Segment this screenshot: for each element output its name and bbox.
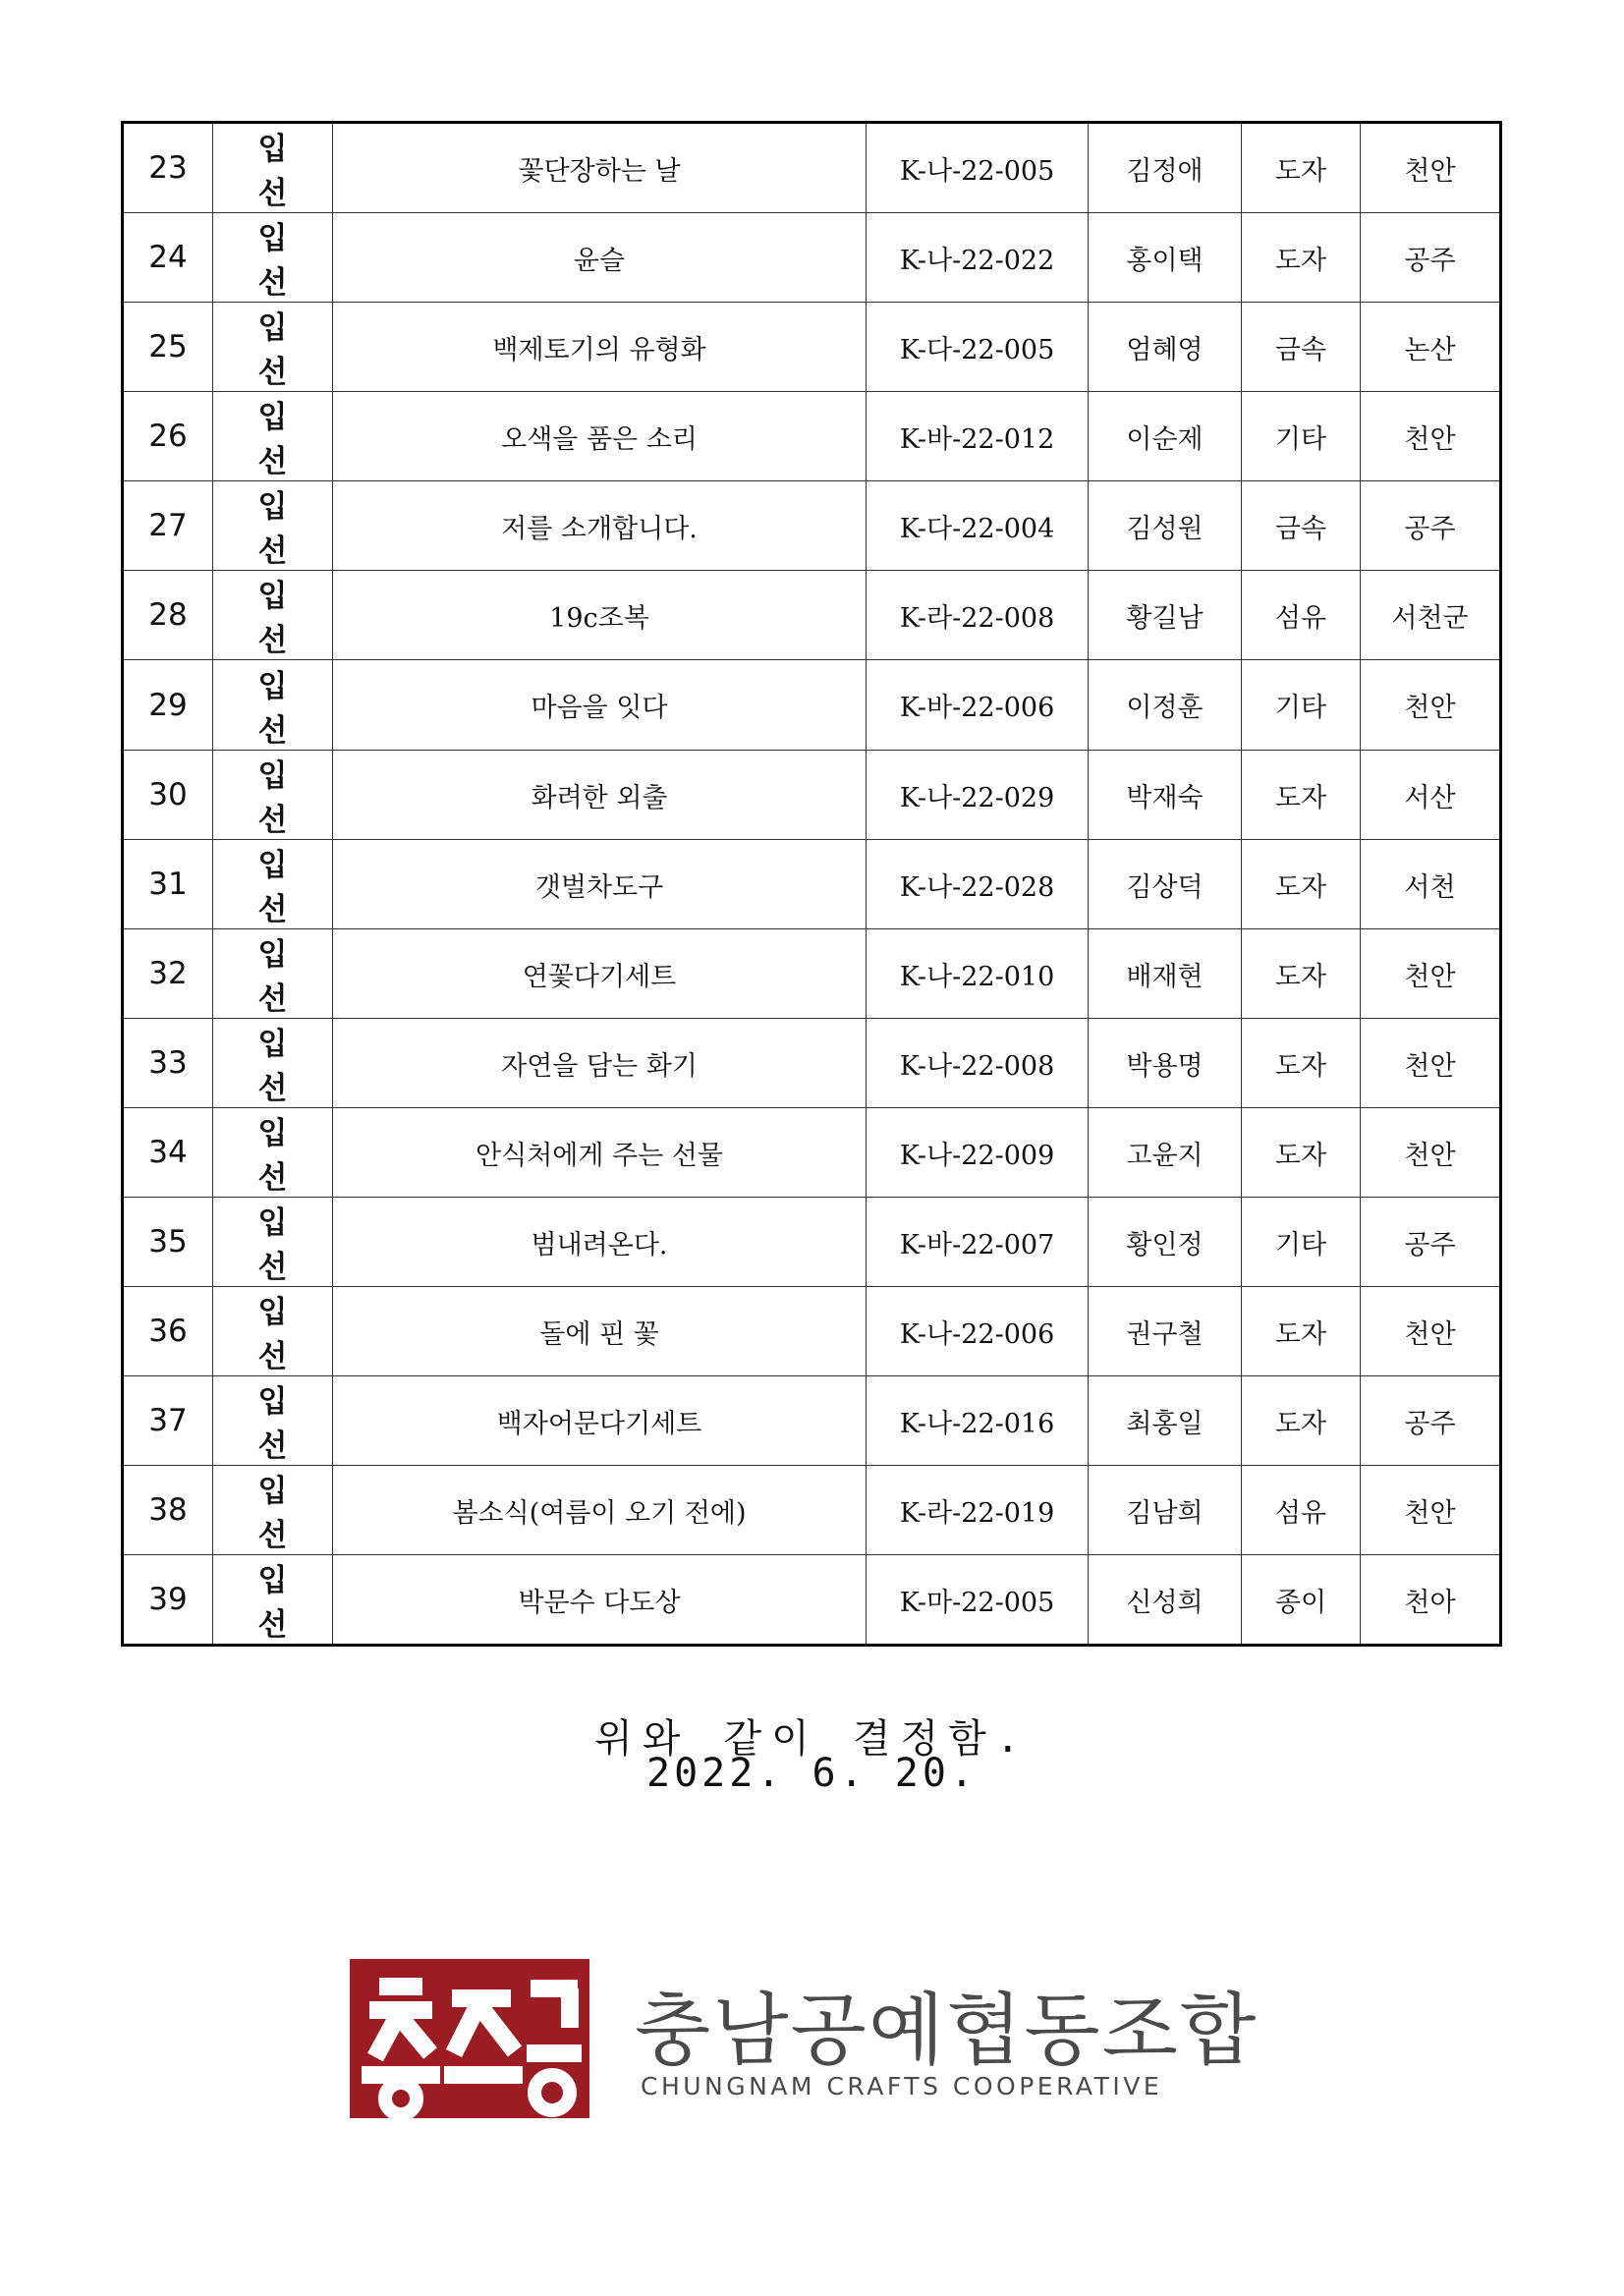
row-number: 34 [123,1108,213,1198]
table-row [123,1019,1501,1108]
award-label: 입선 [257,1116,323,1196]
category-cell: 금속 [1242,481,1361,571]
artist-name-cell: 황인정 [1089,1198,1242,1287]
table-row [123,1555,1501,1646]
award-cell [213,1376,333,1466]
entry-code-cell: K-마-22-005 [867,1555,1089,1646]
category-cell: 도자 [1242,1287,1361,1376]
award-cell [213,1466,333,1555]
entry-code-cell: K-나-22-022 [867,213,1089,303]
table-row [123,303,1501,392]
entry-code-cell: K-바-22-007 [867,1198,1089,1287]
award-cell [213,1287,333,1376]
region-cell: 서천 [1361,840,1501,929]
logo-mark-icon [350,1959,589,2118]
region-cell: 서천군 [1361,571,1501,660]
artist-name-cell: 엄혜영 [1089,303,1242,392]
artist-name-cell: 김상덕 [1089,840,1242,929]
category-cell: 종이 [1242,1555,1361,1646]
table-row [123,1108,1501,1198]
award-label: 입선 [257,758,323,838]
award-cell [213,1555,333,1646]
award-label: 입선 [257,1563,323,1643]
entry-code-cell: K-바-22-012 [867,392,1089,481]
region-cell: 천아 [1361,1555,1501,1646]
category-cell: 도자 [1242,213,1361,303]
category-cell: 섬유 [1242,571,1361,660]
table-row [123,123,1501,213]
row-number: 39 [123,1555,213,1646]
category-cell: 섬유 [1242,1466,1361,1555]
award-cell [213,1019,333,1108]
table-row [123,392,1501,481]
award-cell [213,1108,333,1198]
region-cell: 천안 [1361,1466,1501,1555]
row-number: 23 [123,123,213,213]
region-cell: 천안 [1361,660,1501,751]
work-title-cell: 갯벌차도구 [333,840,867,929]
row-number: 28 [123,571,213,660]
category-cell: 도자 [1242,840,1361,929]
award-cell [213,123,333,213]
organization-name-korean: 충남공예협동조합 [635,1985,1259,2076]
work-title-cell: 안식처에게 주는 선물 [333,1108,867,1198]
region-cell: 천안 [1361,123,1501,213]
region-cell: 공주 [1361,481,1501,571]
award-cell [213,840,333,929]
award-results-table [121,121,1502,1647]
table-row [123,840,1501,929]
work-title-cell: 19c조복 [333,571,867,660]
work-title-cell: 백제토기의 유형화 [333,303,867,392]
award-label: 입선 [257,1295,323,1374]
entry-code-cell: K-나-22-006 [867,1287,1089,1376]
row-number: 25 [123,303,213,392]
entry-code-cell: K-나-22-008 [867,1019,1089,1108]
table-row [123,751,1501,840]
table-row [123,660,1501,751]
table-row [123,213,1501,303]
row-number: 35 [123,1198,213,1287]
work-title-cell: 자연을 담는 화기 [333,1019,867,1108]
artist-name-cell: 김남희 [1089,1466,1242,1555]
award-label: 입선 [257,489,323,569]
artist-name-cell: 이정훈 [1089,660,1242,751]
region-cell: 공주 [1361,1376,1501,1466]
organization-name-english: CHUNGNAM CRAFTS COOPERATIVE [641,2072,1163,2100]
category-cell: 도자 [1242,1376,1361,1466]
table-row [123,1466,1501,1555]
award-label: 입선 [257,221,323,301]
artist-name-cell: 권구철 [1089,1287,1242,1376]
artist-name-cell: 고윤지 [1089,1108,1242,1198]
region-cell: 천안 [1361,1287,1501,1376]
region-cell: 공주 [1361,1198,1501,1287]
row-number: 30 [123,751,213,840]
region-cell: 공주 [1361,213,1501,303]
row-number: 31 [123,840,213,929]
entry-code-cell: K-다-22-005 [867,303,1089,392]
region-cell: 논산 [1361,303,1501,392]
work-title-cell: 박문수 다도상 [333,1555,867,1646]
award-cell [213,660,333,751]
category-cell: 기타 [1242,1198,1361,1287]
award-label: 입선 [257,1384,323,1464]
work-title-cell: 백자어문다기세트 [333,1376,867,1466]
entry-code-cell: K-다-22-004 [867,481,1089,571]
award-label: 입선 [257,1027,323,1106]
artist-name-cell: 황길남 [1089,571,1242,660]
region-cell: 천안 [1361,1108,1501,1198]
award-label: 입선 [257,937,323,1017]
table-row [123,929,1501,1019]
row-number: 24 [123,213,213,303]
row-number: 27 [123,481,213,571]
row-number: 29 [123,660,213,751]
work-title-cell: 윤슬 [333,213,867,303]
entry-code-cell: K-나-22-009 [867,1108,1089,1198]
decision-statement: 위와 같이 결정함. [594,1716,1030,1762]
entry-code-cell: K-나-22-028 [867,840,1089,929]
entry-code-cell: K-라-22-019 [867,1466,1089,1555]
award-label: 입선 [257,848,323,927]
award-label: 입선 [257,579,323,658]
category-cell: 도자 [1242,1108,1361,1198]
category-cell: 도자 [1242,929,1361,1019]
artist-name-cell: 김정애 [1089,123,1242,213]
artist-name-cell: 배재현 [1089,929,1242,1019]
table-row [123,1287,1501,1376]
award-label: 입선 [257,132,323,211]
category-cell: 도자 [1242,123,1361,213]
award-label: 입선 [257,668,323,749]
award-cell [213,481,333,571]
row-number: 36 [123,1287,213,1376]
artist-name-cell: 최홍일 [1089,1376,1242,1466]
award-cell [213,392,333,481]
category-cell: 금속 [1242,303,1361,392]
work-title-cell: 봄소식(여름이 오기 전에) [333,1466,867,1555]
category-cell: 도자 [1242,751,1361,840]
artist-name-cell: 신성희 [1089,1555,1242,1646]
award-cell [213,929,333,1019]
organization-logo [350,1959,589,2118]
award-label: 입선 [257,1205,323,1285]
work-title-cell: 연꽃다기세트 [333,929,867,1019]
entry-code-cell: K-나-22-029 [867,751,1089,840]
award-label: 입선 [257,1474,323,1553]
region-cell: 서산 [1361,751,1501,840]
entry-code-cell: K-나-22-005 [867,123,1089,213]
award-label: 입선 [257,400,323,479]
award-cell [213,213,333,303]
work-title-cell: 오색을 품은 소리 [333,392,867,481]
entry-code-cell: K-라-22-008 [867,571,1089,660]
table-row [123,1198,1501,1287]
work-title-cell: 꽃단장하는 날 [333,123,867,213]
category-cell: 기타 [1242,392,1361,481]
artist-name-cell: 박재숙 [1089,751,1242,840]
row-number: 26 [123,392,213,481]
artist-name-cell: 이순제 [1089,392,1242,481]
region-cell: 천안 [1361,392,1501,481]
table-body [123,123,1501,1646]
table-row [123,481,1501,571]
row-number: 33 [123,1019,213,1108]
artist-name-cell: 홍이택 [1089,213,1242,303]
work-title-cell: 범내려온다. [333,1198,867,1287]
work-title-cell: 저를 소개합니다. [333,481,867,571]
entry-code-cell: K-나-22-016 [867,1376,1089,1466]
award-cell [213,571,333,660]
table-row [123,571,1501,660]
award-cell [213,303,333,392]
row-number: 32 [123,929,213,1019]
region-cell: 천안 [1361,929,1501,1019]
award-cell [213,751,333,840]
entry-code-cell: K-나-22-010 [867,929,1089,1019]
work-title-cell: 화려한 외출 [333,751,867,840]
category-cell: 도자 [1242,1019,1361,1108]
row-number: 38 [123,1466,213,1555]
work-title-cell: 마음을 잇다 [333,660,867,751]
decision-date: 2022. 6. 20. [646,1751,978,1796]
region-cell: 천안 [1361,1019,1501,1108]
entry-code-cell: K-바-22-006 [867,660,1089,751]
award-label: 입선 [257,310,323,390]
table-row [123,1376,1501,1466]
artist-name-cell: 김성원 [1089,481,1242,571]
award-cell [213,1198,333,1287]
work-title-cell: 돌에 핀 꽃 [333,1287,867,1376]
row-number: 37 [123,1376,213,1466]
category-cell: 기타 [1242,660,1361,751]
artist-name-cell: 박용명 [1089,1019,1242,1108]
